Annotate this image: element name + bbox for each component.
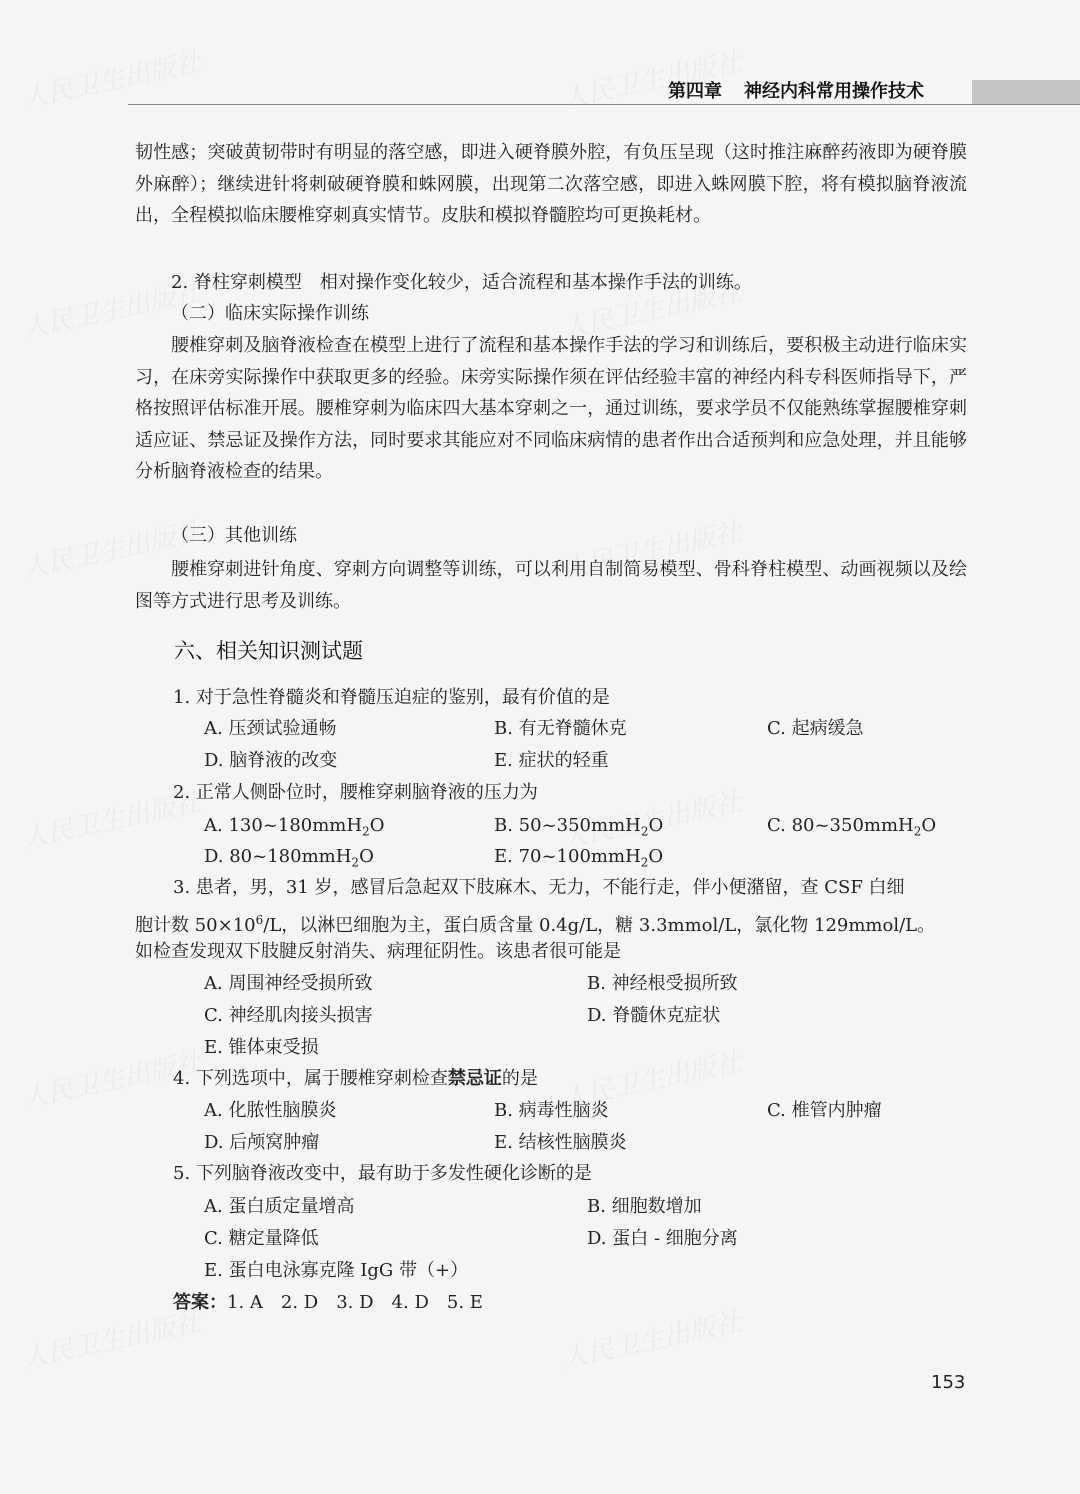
option-text: B. 50~350mmH — [494, 815, 641, 836]
option — [767, 814, 936, 844]
option: A. 压颈试验通畅 — [204, 718, 337, 739]
question-stem-cont: 如检查发现双下肢腱反射消失、病理征阴性。该患者很可能是 — [135, 941, 621, 962]
paragraph-spine-model: 2. 脊柱穿刺模型 相对操作变化较少，适合流程和基本操作手法的训练。 — [171, 272, 752, 293]
stem-text: 胞计数 50×10 — [135, 915, 256, 936]
option — [494, 814, 663, 844]
option: B. 细胞数增加 — [587, 1196, 702, 1217]
option: A. 蛋白质定量增高 — [204, 1196, 355, 1217]
option — [204, 814, 384, 844]
option: D. 脑脊液的改变 — [204, 750, 338, 771]
option: C. 神经肌肉接头损害 — [204, 1005, 373, 1026]
stem-emphasis: 禁忌证 — [447, 1068, 502, 1089]
option-unit: O — [648, 846, 664, 867]
subscript: 2 — [640, 824, 649, 839]
answer-text: 1. A 2. D 3. D 4. D 5. E — [227, 1292, 483, 1313]
option — [204, 845, 374, 875]
question-stem: 3. 患者，男，31 岁，感冒后急起双下肢麻木、无力，不能行走，伴小便潴留，查 CSF 白细 — [173, 877, 905, 898]
subheading-other-training: （三）其他训练 — [171, 525, 297, 546]
section-title: 六、相关知识测试题 — [174, 639, 363, 663]
option: B. 有无脊髓休克 — [494, 718, 627, 739]
chapter-header — [668, 80, 1080, 104]
stem-text: 4. 下列选项中，属于腰椎穿刺检查 — [173, 1068, 448, 1089]
option: E. 蛋白电泳寡克隆 IgG 带（+） — [204, 1260, 469, 1281]
option: B. 神经根受损所致 — [587, 973, 738, 994]
option-text: D. 80~180mmH — [204, 846, 352, 867]
paragraph-clinical-training: 腰椎穿刺及脑脊液检查在模型上进行了流程和基本操作手法的学习和训练后，要积极主动进行临床实习，在床旁实际操作中获取更多的经验。床旁实际操作须在评估经验丰富的神经内科专科医师指导下，严格按照评估标准开展。腰椎穿刺为临床四大基本穿刺之一，通过训练，要求学员不仅能熟练掌握腰椎穿刺适应证、禁忌证及操作方法，同时要求其能应对不同临床病情的患者作出合适预判和应急处理，并且能够分析脑脊液检查的结果。 — [135, 335, 967, 482]
option: E. 结核性脑膜炎 — [494, 1132, 627, 1153]
subscript: 2 — [913, 824, 922, 839]
option: C. 糖定量降低 — [204, 1228, 319, 1249]
option: C. 起病缓急 — [767, 718, 864, 739]
option: D. 脊髓休克症状 — [587, 1005, 721, 1026]
question-stem — [173, 1067, 538, 1091]
option-text: A. 130~180mmH — [204, 815, 363, 836]
question-stem: 5. 下列脑脊液改变中，最有助于多发性硬化诊断的是 — [173, 1163, 592, 1184]
option-text: C. 80~350mmH — [767, 815, 914, 836]
option-unit: O — [648, 815, 664, 836]
answer-label: 答案： — [173, 1292, 227, 1313]
option: D. 后颅窝肿瘤 — [204, 1132, 320, 1153]
subscript: 2 — [351, 855, 360, 870]
subscript: 2 — [362, 824, 370, 839]
subscript: 2 — [640, 855, 649, 870]
chapter-number: 第四章 — [668, 81, 722, 102]
option-unit: O — [369, 815, 385, 836]
subheading-clinical-training: （二）临床实际操作训练 — [171, 303, 369, 324]
superscript: 6 — [255, 913, 264, 927]
option: C. 椎管内肿瘤 — [767, 1100, 882, 1121]
option — [494, 845, 663, 875]
watermark — [558, 1301, 744, 1375]
stem-text: 的是 — [501, 1068, 538, 1089]
stem-text: /L，以淋巴细胞为主，蛋白质含量 0.4g/L，糖 3.3mmol/L，氯化物 129mmol/L。 — [263, 915, 936, 936]
question-stem-cont — [135, 908, 935, 938]
header-rule — [128, 104, 1080, 105]
option-text: E. 70~100mmH — [494, 846, 641, 867]
paragraph-continuation: 韧性感；突破黄韧带时有明显的落空感，即进入硬脊膜外腔，有负压呈现（这时推注麻醉药液即为硬脊膜外麻醉）；继续进针将刺破硬脊膜和蛛网膜，出现第二次落空感，即进入蛛网膜下腔，将有模拟脑脊液流出，全程模拟临床腰椎穿刺真实情节。皮肤和模拟脊髓腔均可更换耗材。 — [135, 142, 967, 226]
option: E. 症状的轻重 — [494, 750, 609, 771]
option: D. 蛋白 - 细胞分离 — [587, 1228, 738, 1249]
option: E. 锥体束受损 — [204, 1037, 319, 1058]
answer-key — [173, 1291, 483, 1315]
paragraph-other-training: 腰椎穿刺进针角度、穿刺方向调整等训练，可以利用自制简易模型、骨科脊柱模型、动画视频以及绘图等方式进行思考及训练。 — [135, 559, 967, 612]
question-stem: 2. 正常人侧卧位时，腰椎穿刺脑脊液的压力为 — [173, 782, 538, 803]
option: A. 化脓性脑膜炎 — [204, 1100, 337, 1121]
option-unit: O — [921, 815, 937, 836]
option-unit: O — [359, 846, 374, 867]
question-stem: 1. 对于急性脊髓炎和脊髓压迫症的鉴别，最有价值的是 — [173, 687, 610, 708]
option: B. 病毒性脑炎 — [494, 1100, 609, 1121]
option: A. 周围神经受损所致 — [204, 973, 373, 994]
chapter-title: 神经内科常用操作技术 — [744, 81, 924, 102]
page-number: 153 — [931, 1372, 966, 1393]
